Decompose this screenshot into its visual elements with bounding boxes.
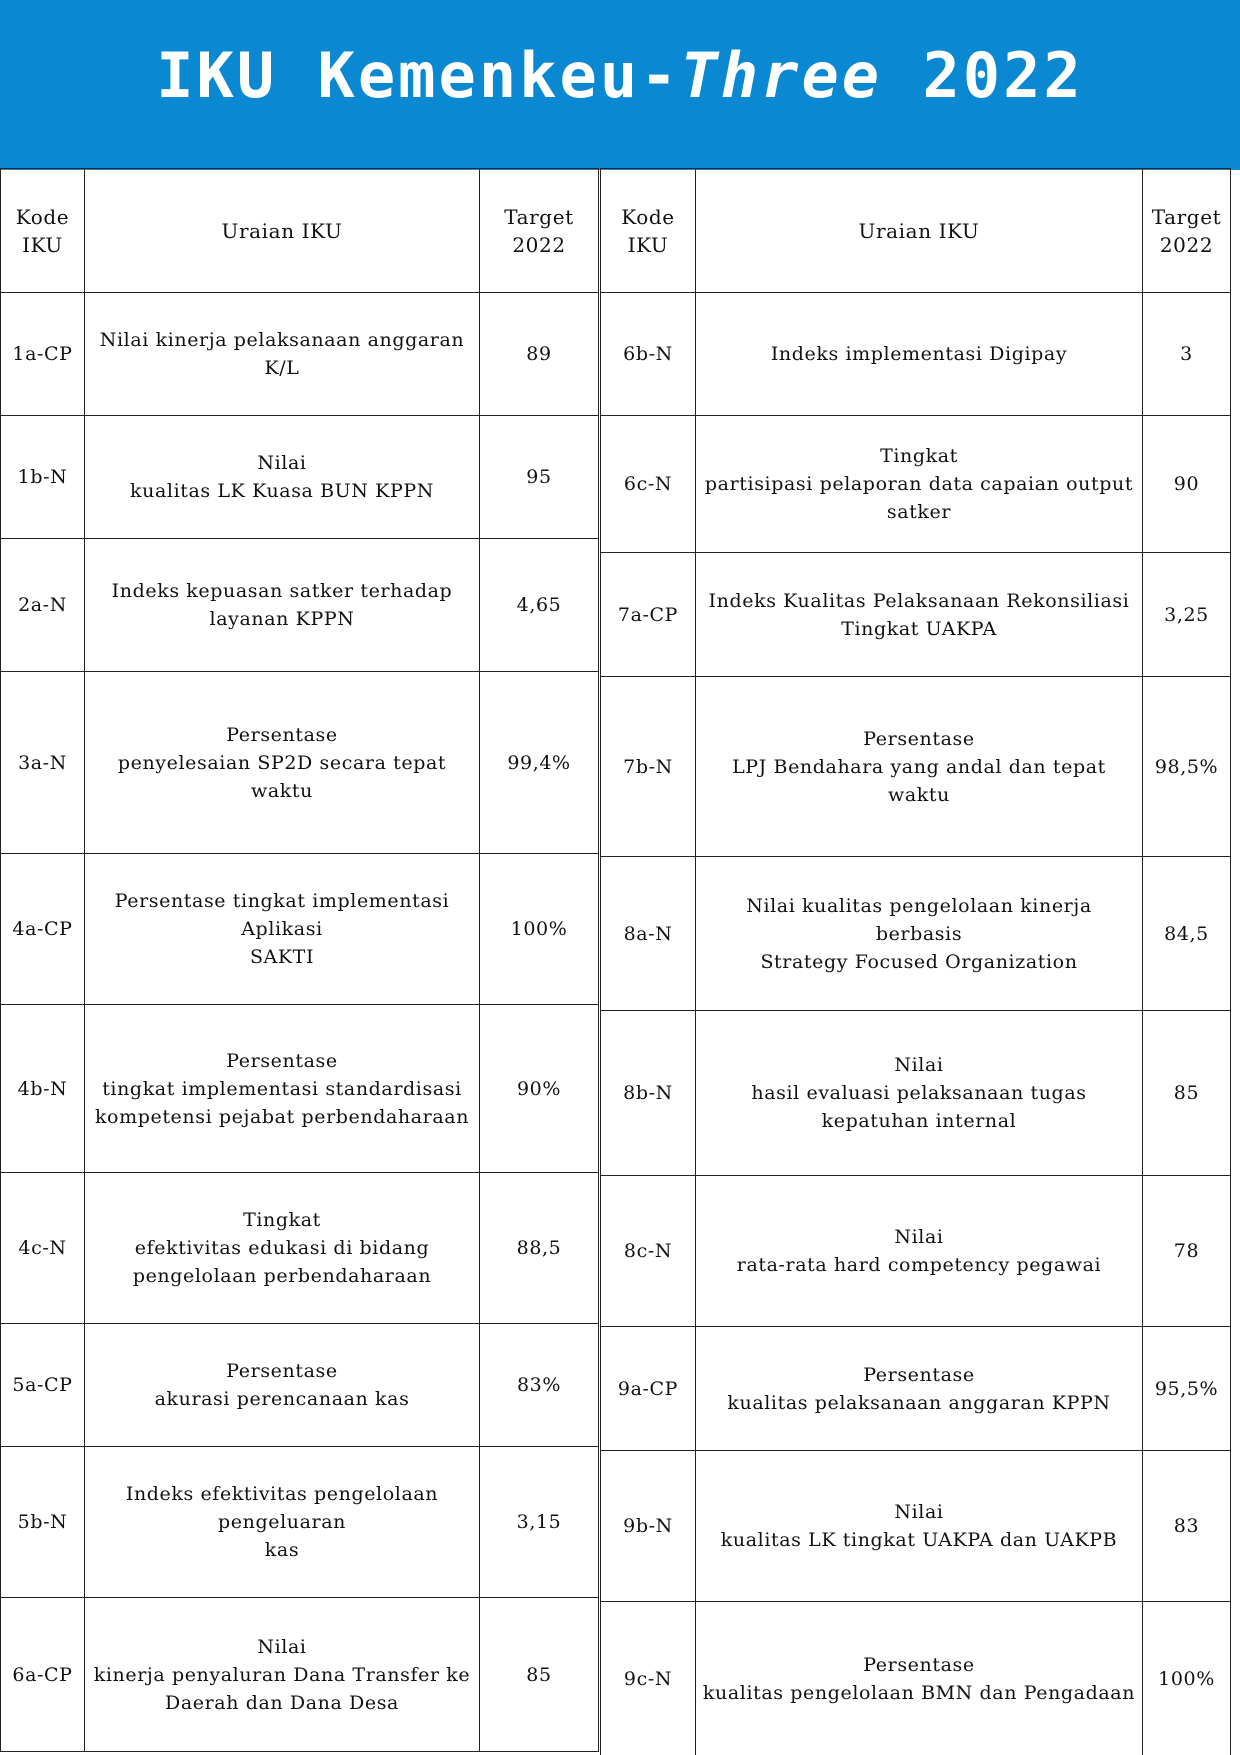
iku-description-line: Indeks kepuasan satker terhadap — [111, 580, 453, 602]
iku-description-line: kualitas LK tingkat UAKPA dan UAKPB — [720, 1529, 1118, 1551]
table-row — [1, 1173, 599, 1324]
iku-description-line: Nilai — [894, 1501, 944, 1523]
iku-code: 8a-N — [601, 857, 696, 1011]
iku-description — [696, 1327, 1143, 1451]
iku-description-line: Indeks implementasi Digipay — [770, 343, 1068, 365]
iku-description — [696, 416, 1143, 553]
iku-table-right — [600, 168, 1231, 1755]
iku-code: 5b-N — [1, 1447, 85, 1598]
header-target: Target 2022 — [480, 169, 599, 293]
iku-description-line: kualitas pengelolaan BMN dan Pengadaan — [702, 1681, 1136, 1704]
table-row — [601, 1451, 1231, 1602]
iku-description-line: layanan KPPN — [209, 608, 355, 630]
left-table-body — [1, 293, 599, 1752]
iku-code: 4c-N — [1, 1173, 85, 1324]
header-code: Kode IKU — [601, 169, 696, 293]
iku-code: 7b-N — [601, 677, 696, 857]
iku-description-line: Persentase — [863, 1363, 975, 1386]
iku-code: 9a-CP — [601, 1327, 696, 1451]
iku-target: 95,5% — [1143, 1327, 1231, 1451]
iku-description — [85, 854, 480, 1005]
iku-target: 90% — [480, 1005, 599, 1173]
iku-description-line: rata-rata hard competency pegawai — [736, 1254, 1102, 1276]
table-row — [1, 539, 599, 672]
iku-description-line: waktu — [888, 783, 950, 806]
iku-code: 1b-N — [1, 416, 85, 539]
iku-description-line: Nilai kualitas pengelolaan kinerja berbasis — [746, 894, 1092, 945]
table-header-row — [601, 169, 1231, 293]
iku-target: 3,25 — [1143, 553, 1231, 677]
iku-code: 2a-N — [1, 539, 85, 672]
iku-target: 100% — [480, 854, 599, 1005]
iku-description-line: waktu — [251, 779, 313, 802]
iku-description — [85, 1173, 480, 1324]
table-row — [1, 1005, 599, 1173]
iku-description — [696, 553, 1143, 677]
iku-description-line: Daerah dan Dana Desa — [165, 1691, 399, 1714]
iku-description — [85, 293, 480, 416]
iku-description — [696, 1602, 1143, 1755]
right-table-body — [601, 293, 1231, 1755]
iku-description-line: kualitas pelaksanaan anggaran KPPN — [727, 1391, 1111, 1414]
iku-description-line: SAKTI — [249, 946, 315, 968]
iku-code: 9c-N — [601, 1602, 696, 1755]
table-header-row — [1, 169, 599, 293]
iku-description — [85, 539, 480, 672]
table-row — [1, 672, 599, 854]
iku-description-line: Tingkat — [880, 445, 958, 467]
iku-target: 99,4% — [480, 672, 599, 854]
table-row — [1, 293, 599, 416]
header-description: Uraian IKU — [696, 169, 1143, 293]
iku-description-line: kualitas LK Kuasa BUN KPPN — [130, 480, 434, 502]
iku-code: 6c-N — [601, 416, 696, 553]
table-row — [601, 1176, 1231, 1327]
header-description: Uraian IKU — [85, 169, 480, 293]
iku-code: 3a-N — [1, 672, 85, 854]
iku-target: 89 — [480, 293, 599, 416]
table-row — [1, 416, 599, 539]
iku-target: 3,15 — [480, 1447, 599, 1598]
iku-target: 83% — [480, 1324, 599, 1447]
table-row — [601, 1602, 1231, 1755]
iku-description — [85, 1324, 480, 1447]
iku-target: 85 — [480, 1598, 599, 1752]
header-target: Target 2022 — [1143, 169, 1231, 293]
table-row — [1, 1447, 599, 1598]
iku-description-line: Persentase — [863, 1653, 975, 1676]
iku-description-line: K/L — [264, 357, 300, 379]
iku-description — [696, 293, 1143, 416]
table-row — [601, 1011, 1231, 1176]
iku-description-line: Indeks Kualitas Pelaksanaan Rekonsiliasi — [708, 589, 1130, 612]
iku-description — [85, 1598, 480, 1752]
iku-description — [696, 1451, 1143, 1602]
iku-target: 95 — [480, 416, 599, 539]
iku-description — [85, 1447, 480, 1598]
iku-target: 84,5 — [1143, 857, 1231, 1011]
iku-description-line: efektivitas edukasi di bidang — [134, 1237, 430, 1259]
iku-description-line: penyelesaian SP2D secara tepat — [117, 751, 447, 774]
iku-code: 7a-CP — [601, 553, 696, 677]
iku-description-line: partisipasi pelaporan data capaian output — [704, 473, 1134, 495]
iku-description-line: Nilai kinerja pelaksanaan anggaran — [99, 329, 465, 351]
iku-description — [696, 857, 1143, 1011]
iku-code: 6a-CP — [1, 1598, 85, 1752]
iku-description-line: kepatuhan internal — [821, 1110, 1017, 1132]
iku-description — [85, 1005, 480, 1173]
iku-description-line: Persentase — [226, 1049, 338, 1072]
iku-description-line: Persentase — [226, 723, 338, 746]
iku-description-line: Nilai — [894, 1226, 944, 1248]
iku-target: 78 — [1143, 1176, 1231, 1327]
iku-description-line: hasil evaluasi pelaksanaan tugas — [751, 1082, 1087, 1104]
iku-code: 9b-N — [601, 1451, 696, 1602]
table-row — [601, 553, 1231, 677]
iku-description-line: Nilai — [257, 452, 307, 474]
iku-description — [696, 1011, 1143, 1176]
iku-description — [85, 416, 480, 539]
iku-description-line: Aplikasi — [241, 918, 323, 940]
header-code: Kode IKU — [1, 169, 85, 293]
iku-target: 100% — [1143, 1602, 1231, 1755]
title-banner — [0, 0, 1240, 170]
iku-description-line: pengelolaan perbendaharaan — [132, 1265, 432, 1287]
iku-description-line: pengeluaran — [218, 1511, 346, 1533]
table-row — [601, 1327, 1231, 1451]
iku-description-line: Tingkat — [243, 1209, 321, 1231]
table-row — [601, 416, 1231, 553]
iku-code: 4a-CP — [1, 854, 85, 1005]
iku-description — [696, 1176, 1143, 1327]
iku-description-line: kompetensi pejabat perbendaharaan — [94, 1105, 470, 1128]
page-title: IKU Kemenkeu-Three 2022 — [156, 38, 1084, 112]
iku-description-line: Persentase — [226, 1360, 338, 1382]
iku-description-line: Persentase tingkat implementasi — [114, 890, 450, 912]
table-row — [1, 854, 599, 1005]
iku-description-line: Indeks efektivitas pengelolaan — [125, 1483, 439, 1505]
table-row — [601, 677, 1231, 857]
iku-code: 1a-CP — [1, 293, 85, 416]
iku-description-line: akurasi perencanaan kas — [154, 1388, 410, 1410]
iku-description-line: Persentase — [863, 727, 975, 750]
iku-code: 8b-N — [601, 1011, 696, 1176]
iku-code: 6b-N — [601, 293, 696, 416]
table-row — [601, 857, 1231, 1011]
iku-description-line: LPJ Bendahara yang andal dan tepat — [732, 755, 1106, 778]
iku-description — [85, 672, 480, 854]
iku-description-line: satker — [886, 501, 952, 523]
iku-target: 98,5% — [1143, 677, 1231, 857]
iku-target: 88,5 — [480, 1173, 599, 1324]
iku-description-line: Nilai — [894, 1054, 944, 1076]
iku-description-line: Nilai — [257, 1635, 307, 1658]
iku-table-left — [0, 168, 599, 1752]
iku-description-line: kinerja penyaluran Dana Transfer ke — [93, 1663, 471, 1686]
iku-description-line: Tingkat UAKPA — [841, 617, 997, 640]
iku-code: 4b-N — [1, 1005, 85, 1173]
iku-description — [696, 677, 1143, 857]
iku-target: 83 — [1143, 1451, 1231, 1602]
iku-target: 3 — [1143, 293, 1231, 416]
iku-target: 85 — [1143, 1011, 1231, 1176]
iku-description-line: Strategy Focused Organization — [760, 950, 1078, 973]
iku-description-line: tingkat implementasi standardisasi — [102, 1077, 462, 1100]
iku-description-line: kas — [264, 1539, 300, 1561]
table-row — [1, 1598, 599, 1752]
table-row — [601, 293, 1231, 416]
iku-code: 5a-CP — [1, 1324, 85, 1447]
iku-code: 8c-N — [601, 1176, 696, 1327]
iku-target: 90 — [1143, 416, 1231, 553]
iku-target: 4,65 — [480, 539, 599, 672]
table-row — [1, 1324, 599, 1447]
